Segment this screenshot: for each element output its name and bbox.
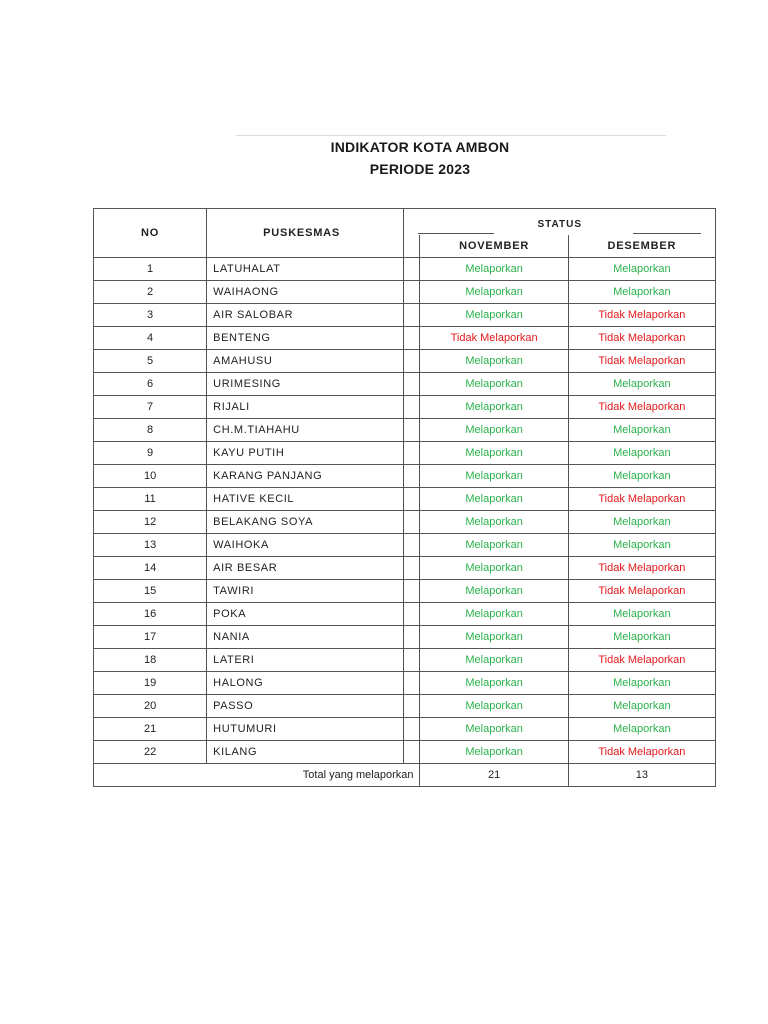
row-number: 6 <box>94 372 207 395</box>
spacer-cell <box>404 740 420 763</box>
status-november: Melaporkan <box>420 349 568 372</box>
status-november: Melaporkan <box>420 671 568 694</box>
status-desember: Melaporkan <box>568 625 715 648</box>
puskesmas-name: WAIHOKA <box>207 533 404 556</box>
status-desember: Tidak Melaporkan <box>568 303 715 326</box>
status-november: Melaporkan <box>420 487 568 510</box>
table-row <box>94 556 716 579</box>
puskesmas-name: HUTUMURI <box>207 717 404 740</box>
page-title: INDIKATOR KOTA AMBON <box>330 139 510 155</box>
row-number: 10 <box>94 464 207 487</box>
status-november: Melaporkan <box>420 602 568 625</box>
row-number: 9 <box>94 441 207 464</box>
spacer-cell <box>404 280 420 303</box>
total-november: 21 <box>420 763 568 786</box>
spacer-cell <box>404 418 420 441</box>
puskesmas-name: KAYU PUTIH <box>207 441 404 464</box>
header-status-label: STATUS <box>537 219 582 230</box>
table-row <box>94 602 716 625</box>
status-november: Melaporkan <box>420 625 568 648</box>
status-november: Melaporkan <box>420 257 568 280</box>
report-table <box>93 208 716 787</box>
status-rule-left <box>418 233 494 234</box>
spacer-cell <box>404 349 420 372</box>
table-row <box>94 717 716 740</box>
table-row <box>94 579 716 602</box>
row-number: 16 <box>94 602 207 625</box>
puskesmas-name: POKA <box>207 602 404 625</box>
puskesmas-name: AIR SALOBAR <box>207 303 404 326</box>
row-number: 13 <box>94 533 207 556</box>
table-row <box>94 395 716 418</box>
header-divider <box>236 135 666 136</box>
status-rule-right <box>633 233 701 234</box>
row-number: 5 <box>94 349 207 372</box>
spacer-cell <box>404 395 420 418</box>
spacer-cell <box>404 464 420 487</box>
table-row <box>94 533 716 556</box>
table-row <box>94 326 716 349</box>
row-number: 2 <box>94 280 207 303</box>
total-desember: 13 <box>568 763 715 786</box>
row-number: 17 <box>94 625 207 648</box>
puskesmas-name: RIJALI <box>207 395 404 418</box>
status-november: Tidak Melaporkan <box>420 326 568 349</box>
row-number: 21 <box>94 717 207 740</box>
status-desember: Melaporkan <box>568 671 715 694</box>
table-row <box>94 280 716 303</box>
spacer-cell <box>404 372 420 395</box>
spacer-cell <box>404 602 420 625</box>
page-subtitle: PERIODE 2023 <box>369 161 471 177</box>
header-puskesmas: PUSKESMAS <box>207 209 404 258</box>
table-row <box>94 464 716 487</box>
header-desember: DESEMBER <box>568 235 715 258</box>
table-row <box>94 257 716 280</box>
status-november: Melaporkan <box>420 510 568 533</box>
status-desember: Melaporkan <box>568 533 715 556</box>
row-number: 11 <box>94 487 207 510</box>
table-row <box>94 441 716 464</box>
table-row <box>94 671 716 694</box>
status-desember: Tidak Melaporkan <box>568 395 715 418</box>
puskesmas-name: AIR BESAR <box>207 556 404 579</box>
spacer-cell <box>404 625 420 648</box>
status-desember: Melaporkan <box>568 280 715 303</box>
puskesmas-name: AMAHUSU <box>207 349 404 372</box>
row-number: 1 <box>94 257 207 280</box>
status-desember: Melaporkan <box>568 372 715 395</box>
status-november: Melaporkan <box>420 533 568 556</box>
status-desember: Tidak Melaporkan <box>568 349 715 372</box>
row-number: 8 <box>94 418 207 441</box>
puskesmas-name: LATERI <box>207 648 404 671</box>
status-desember: Melaporkan <box>568 257 715 280</box>
puskesmas-name: WAIHAONG <box>207 280 404 303</box>
puskesmas-name: KILANG <box>207 740 404 763</box>
status-november: Melaporkan <box>420 441 568 464</box>
table-row <box>94 625 716 648</box>
table-row <box>94 418 716 441</box>
status-desember: Tidak Melaporkan <box>568 487 715 510</box>
header-status <box>404 209 716 235</box>
status-desember: Tidak Melaporkan <box>568 740 715 763</box>
total-label: Total yang melaporkan <box>94 763 420 786</box>
status-desember: Melaporkan <box>568 694 715 717</box>
status-november: Melaporkan <box>420 648 568 671</box>
status-desember: Melaporkan <box>568 602 715 625</box>
table-row <box>94 487 716 510</box>
status-november: Melaporkan <box>420 717 568 740</box>
status-november: Melaporkan <box>420 280 568 303</box>
status-november: Melaporkan <box>420 464 568 487</box>
spacer-cell <box>404 717 420 740</box>
spacer-cell <box>404 487 420 510</box>
table-row <box>94 372 716 395</box>
row-number: 14 <box>94 556 207 579</box>
puskesmas-name: TAWIRI <box>207 579 404 602</box>
puskesmas-name: PASSO <box>207 694 404 717</box>
status-desember: Tidak Melaporkan <box>568 648 715 671</box>
spacer-cell <box>404 326 420 349</box>
header-no: NO <box>94 209 207 258</box>
table-row <box>94 303 716 326</box>
spacer-cell <box>404 648 420 671</box>
status-desember: Tidak Melaporkan <box>568 556 715 579</box>
puskesmas-name: NANIA <box>207 625 404 648</box>
row-number: 3 <box>94 303 207 326</box>
table-row <box>94 648 716 671</box>
spacer-cell <box>404 671 420 694</box>
header-november: NOVEMBER <box>420 235 568 258</box>
puskesmas-name: BELAKANG SOYA <box>207 510 404 533</box>
status-november: Melaporkan <box>420 694 568 717</box>
row-number: 19 <box>94 671 207 694</box>
row-number: 22 <box>94 740 207 763</box>
row-number: 7 <box>94 395 207 418</box>
spacer-cell <box>404 235 420 258</box>
status-november: Melaporkan <box>420 556 568 579</box>
status-november: Melaporkan <box>420 579 568 602</box>
puskesmas-name: BENTENG <box>207 326 404 349</box>
table-row <box>94 349 716 372</box>
row-number: 18 <box>94 648 207 671</box>
spacer-cell <box>404 556 420 579</box>
puskesmas-name: CH.M.TIAHAHU <box>207 418 404 441</box>
spacer-cell <box>404 441 420 464</box>
puskesmas-name: HALONG <box>207 671 404 694</box>
status-desember: Melaporkan <box>568 464 715 487</box>
status-desember: Melaporkan <box>568 418 715 441</box>
table-row <box>94 510 716 533</box>
puskesmas-name: LATUHALAT <box>207 257 404 280</box>
row-number: 12 <box>94 510 207 533</box>
status-desember: Tidak Melaporkan <box>568 326 715 349</box>
puskesmas-name: KARANG PANJANG <box>207 464 404 487</box>
status-november: Melaporkan <box>420 418 568 441</box>
spacer-cell <box>404 694 420 717</box>
table-row <box>94 740 716 763</box>
puskesmas-name: URIMESING <box>207 372 404 395</box>
status-november: Melaporkan <box>420 372 568 395</box>
spacer-cell <box>404 579 420 602</box>
status-november: Melaporkan <box>420 303 568 326</box>
spacer-cell <box>404 303 420 326</box>
status-desember: Melaporkan <box>568 510 715 533</box>
status-desember: Tidak Melaporkan <box>568 579 715 602</box>
table-row <box>94 694 716 717</box>
status-november: Melaporkan <box>420 395 568 418</box>
spacer-cell <box>404 533 420 556</box>
row-number: 15 <box>94 579 207 602</box>
status-desember: Melaporkan <box>568 441 715 464</box>
row-number: 20 <box>94 694 207 717</box>
status-desember: Melaporkan <box>568 717 715 740</box>
status-november: Melaporkan <box>420 740 568 763</box>
spacer-cell <box>404 510 420 533</box>
spacer-cell <box>404 257 420 280</box>
row-number: 4 <box>94 326 207 349</box>
puskesmas-name: HATIVE KECIL <box>207 487 404 510</box>
